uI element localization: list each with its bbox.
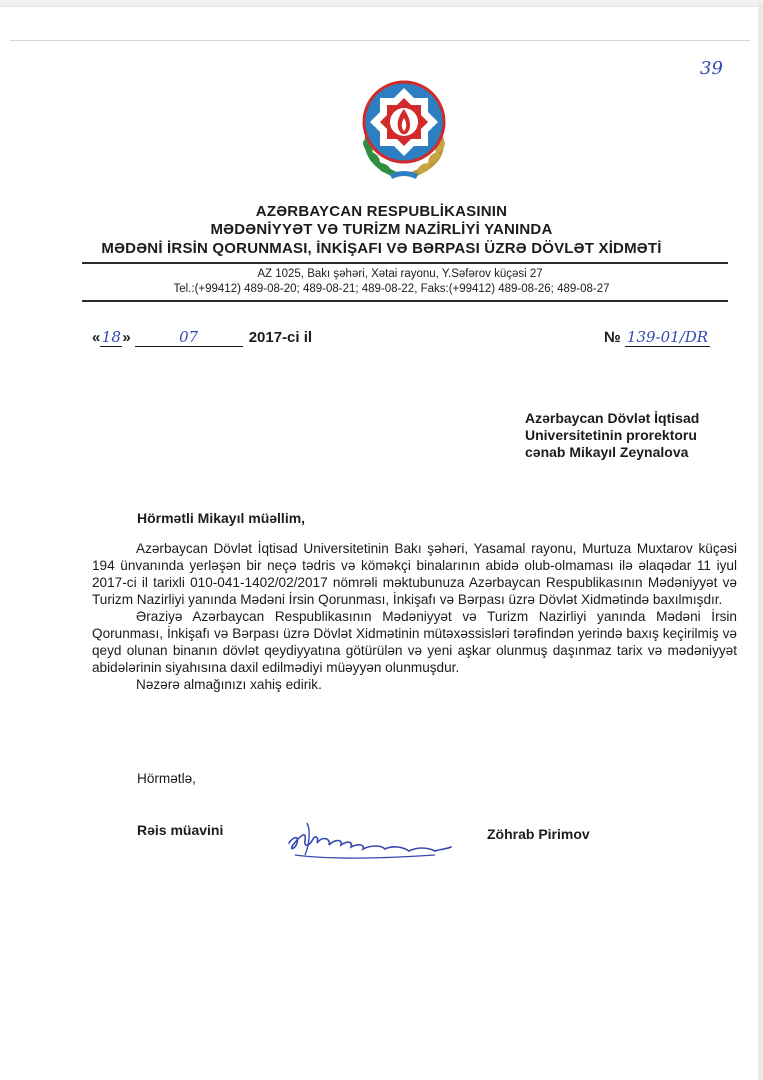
date-close-quote: » — [122, 329, 131, 346]
addressee-line-2: Universitetinin prorektoru — [525, 427, 697, 443]
addressee-line-1: Azərbaycan Dövlət İqtisad — [525, 410, 700, 426]
salutation: Hörmətli Mikayıl müəllim, — [137, 510, 306, 526]
date-year: 2017-ci il — [248, 329, 313, 346]
header-line-2: MƏDƏNİYYƏT VƏ TURİZM NAZİRLİYİ YANINDA — [210, 221, 553, 238]
letter-body — [92, 540, 737, 693]
addressee-block — [525, 410, 699, 461]
scan-line — [10, 40, 750, 41]
header-line-1: AZƏRBAYCAN RESPUBLİKASININ — [255, 203, 508, 220]
date-open-quote: « — [92, 329, 101, 346]
reference-number: 139-01/DR — [626, 328, 709, 346]
reference-field — [625, 328, 710, 347]
header-line-3: MƏDƏNİ İRSİN QORUNMASI, İNKİŞAFI VƏ BƏRPASI ÜZRƏ DÖVLƏT XİDMƏTİ — [101, 240, 662, 257]
date-day: 18 — [101, 328, 121, 346]
header-rule-top — [82, 262, 728, 264]
scan-edge — [0, 0, 763, 7]
reference-label: № — [604, 329, 621, 346]
header-contacts: Tel.:(+99412) 489-08-20; 489-08-21; 489-08-22, Faks:(+99412) 489-08-26; 489-08-27 — [173, 283, 610, 295]
date-month-field — [135, 328, 243, 347]
date-day-field — [100, 328, 122, 347]
signatory-name: Zöhrab Pirimov — [487, 826, 590, 842]
signatory-title: Rəis müavini — [137, 822, 224, 838]
reference-number-line — [604, 328, 710, 347]
scan-edge-right — [758, 2, 763, 1080]
date-line — [92, 328, 312, 347]
header-rule-bottom — [82, 300, 728, 302]
closing: Hörmətlə, — [137, 771, 196, 786]
addressee-line-3: cənab Mikayıl Zeynalova — [525, 444, 689, 460]
body-paragraph-1: Azərbaycan Dövlət İqtisad Universitetinin Bakı şəhəri, Yasamal rayonu, Murtuza Muxtarov küçəsi 194 ünvanında yerləşən bir neçə tədris və köməkçi binalarının abidə olub-olmaması ilə əlaqədar 11 iyul 2017-ci il tarixli 010-041-1402/02/2017 nömrəli məktubunuza Azərbaycan Respublikasının Mədəniyyət və Turizm Nazirliyi yanında Mədəni İrsin Qorunması, İnkişafı və Bərpası üzrə Dövlət Xidmətində baxılmışdır. — [92, 541, 737, 607]
header-address: AZ 1025, Bakı şəhəri, Xətai rayonu, Y.Səfərov küçəsi 27 — [257, 268, 543, 280]
handwritten-signature-icon — [285, 815, 455, 865]
body-paragraph-2: Əraziyə Azərbaycan Respublikasının Mədəniyyət və Turizm Nazirliyi yanında Mədəni İrsin Qorunması, İnkişafı və Bərpası üzrə Dövlət Xidmətinin mütəxəssisləri tərəfindən yerində baxış keçirilmiş və qeyd olunan binanın dövlət qeydiyyatına götürülən və yeni aşkar olunmuş daşınmaz tarix və mədəniyyət abidələrinin siyahısına daxil edilmədiyi müəyyən olunmuşdur. — [92, 609, 737, 675]
page-number-handwritten: 39 — [700, 58, 723, 79]
azerbaijan-emblem-icon — [354, 76, 454, 180]
body-paragraph-3: Nəzərə almağınızı xahiş edirik. — [136, 677, 322, 692]
date-month: 07 — [179, 328, 199, 346]
